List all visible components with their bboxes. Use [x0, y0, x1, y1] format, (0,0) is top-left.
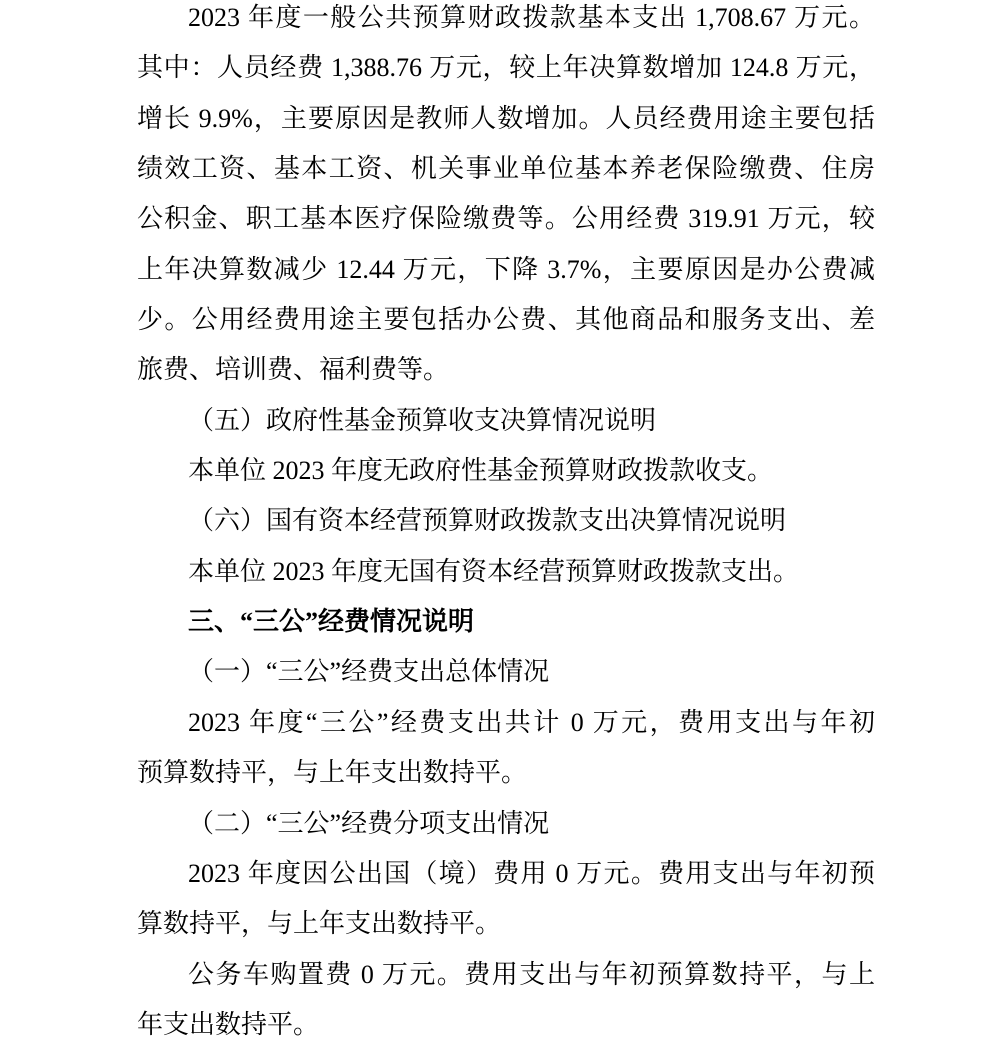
paragraph-line: 2023 年度因公出国（境）费用 0 万元。费用支出与年初预 — [188, 858, 875, 888]
section-title-three-public: 三、“三公”经费情况说明 — [188, 607, 475, 637]
paragraph-line: 预算数持平，与上年支出数持平。 — [137, 758, 528, 788]
paragraph-line: 2023 年度一般公共预算财政拨款基本支出 1,708.67 万元。 — [188, 3, 875, 32]
section-heading-state-capital: （六）国有资本经营预算财政拨款支出决算情况说明 — [188, 506, 787, 536]
paragraph-line: 年支出数持平。 — [137, 1009, 320, 1039]
paragraph-line: 绩效工资、基本工资、机关事业单位基本养老保险缴费、住房 — [137, 154, 875, 184]
paragraph-line: 其中：人员经费 1,388.76 万元，较上年决算数增加 124.8 万元， — [137, 53, 875, 83]
document-page — [137, 0, 875, 1043]
paragraph-line: 旅费、培训费、福利费等。 — [137, 355, 450, 385]
state-capital-body: 本单位 2023 年度无国有资本经营预算财政拨款支出。 — [188, 556, 800, 586]
paragraph-line: 公务车购置费 0 万元。费用支出与年初预算数持平，与上 — [188, 959, 875, 989]
paragraph-line: 少。公用经费用途主要包括办公费、其他商品和服务支出、差 — [137, 305, 875, 335]
paragraph-line: 公积金、职工基本医疗保险缴费等。公用经费 319.91 万元，较 — [137, 204, 875, 234]
paragraph-line: 算数持平，与上年支出数持平。 — [137, 909, 502, 939]
gov-fund-body: 本单位 2023 年度无政府性基金预算财政拨款收支。 — [188, 456, 774, 486]
paragraph-line: 2023 年度“三公”经费支出共计 0 万元，费用支出与年初 — [188, 707, 875, 737]
paragraph-line: 增长 9.9%，主要原因是教师人数增加。人员经费用途主要包括 — [137, 103, 875, 133]
section-heading-gov-fund: （五）政府性基金预算收支决算情况说明 — [188, 405, 657, 435]
paragraph-line: 上年决算数减少 12.44 万元，下降 3.7%，主要原因是办公费减 — [137, 254, 875, 284]
subsection-heading-itemized: （二）“三公”经费分项支出情况 — [188, 808, 550, 838]
subsection-heading-overall: （一）“三公”经费支出总体情况 — [188, 657, 550, 687]
